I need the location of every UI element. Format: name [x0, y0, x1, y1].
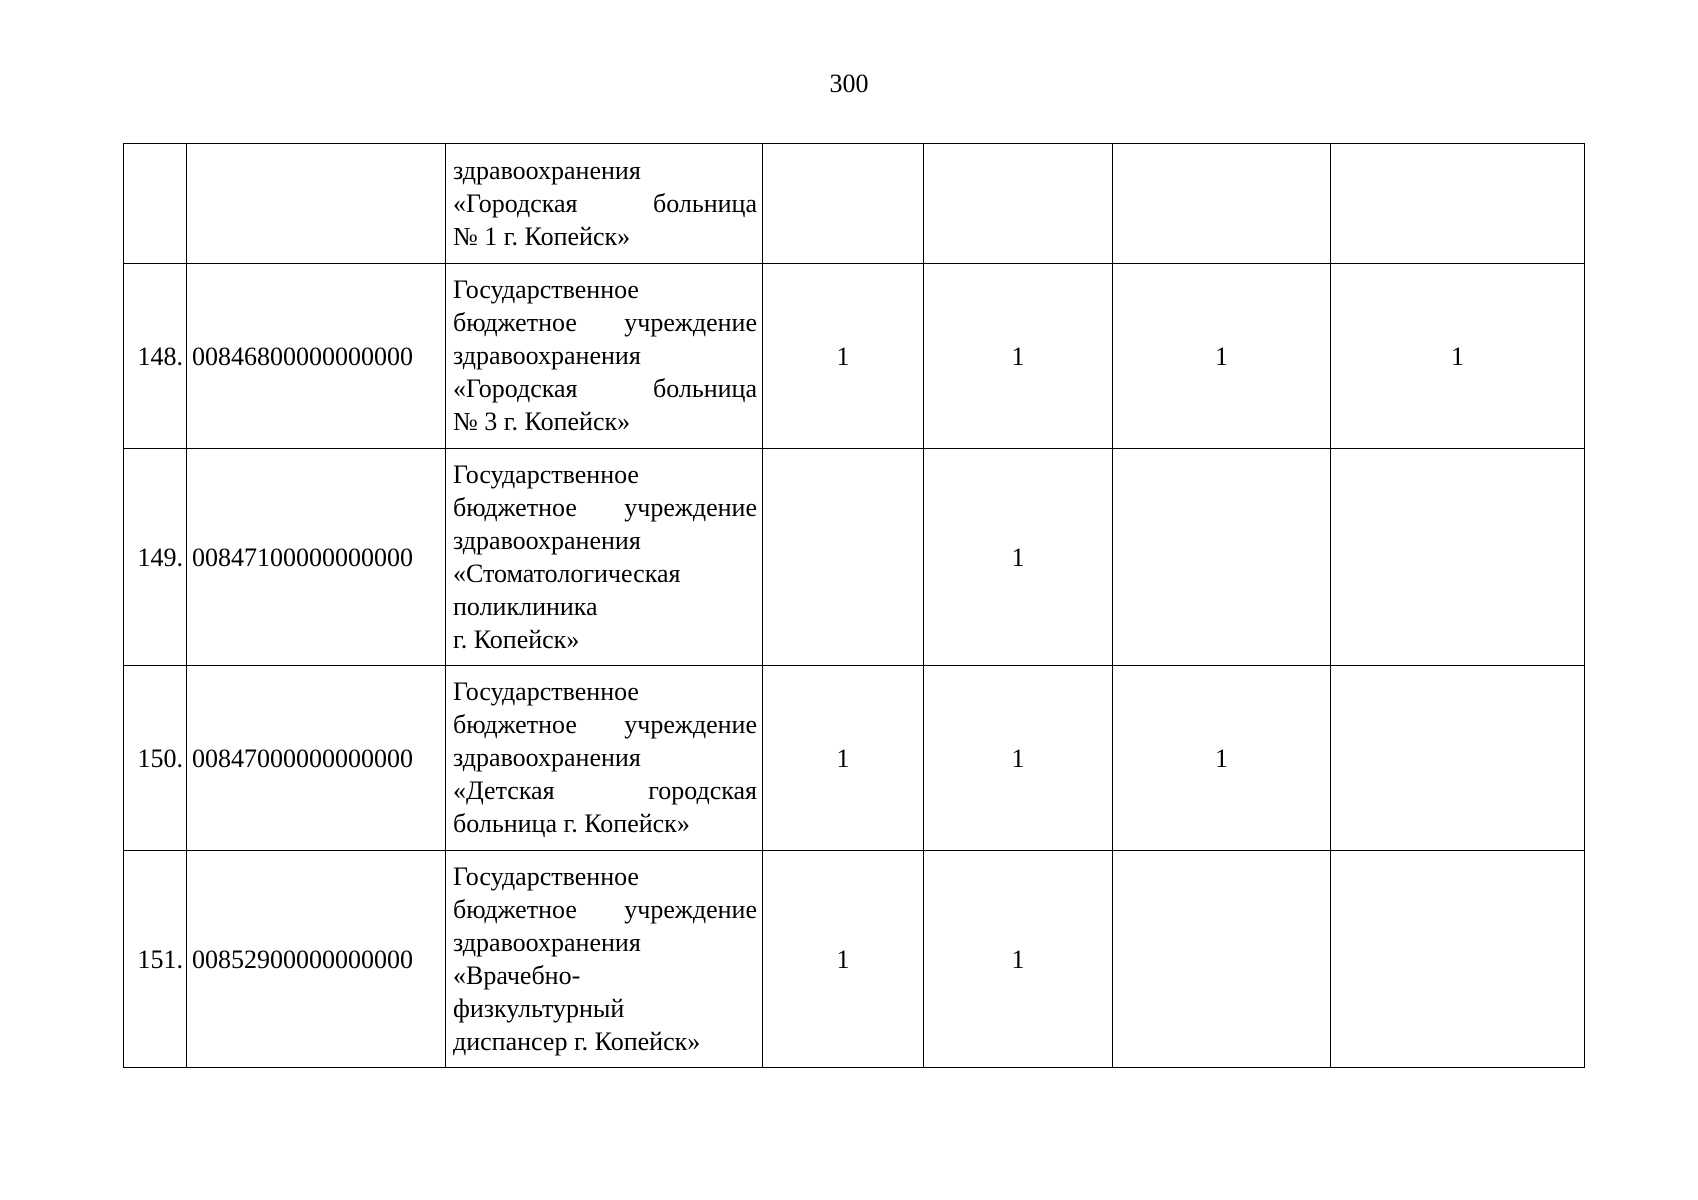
name-line: здравоохранения	[453, 743, 641, 772]
row-number: 149.	[124, 449, 187, 666]
name-line: «Городская больница	[453, 374, 757, 403]
table-row	[124, 851, 1585, 1068]
name-line: бюджетное учреждение	[453, 308, 757, 337]
row-number	[124, 144, 187, 264]
name-line: бюджетное учреждение	[453, 492, 757, 522]
value-cell-2: 1	[924, 666, 1113, 851]
institution-name	[446, 666, 763, 851]
institution-name	[446, 264, 763, 449]
registry-code: 00846800000000000	[187, 264, 446, 449]
name-line: Государственное	[453, 459, 639, 489]
value-cell-4	[1331, 144, 1585, 264]
value-cell-2: 1	[924, 449, 1113, 666]
name-line: «Городская больница	[453, 188, 757, 218]
value-cell-1: 1	[763, 264, 924, 449]
registry-code: 00847100000000000	[187, 449, 446, 666]
institution-name	[446, 449, 763, 666]
table-row	[124, 144, 1585, 264]
institution-name	[446, 144, 763, 264]
value-cell-3	[1113, 449, 1331, 666]
table-row	[124, 264, 1585, 449]
value-cell-3	[1113, 144, 1331, 264]
name-line: «Стоматологическая	[453, 558, 681, 588]
name-line: Государственное	[453, 275, 639, 304]
value-cell-2: 1	[924, 851, 1113, 1068]
name-line: г. Копейск»	[453, 624, 580, 654]
registry-code: 00847000000000000	[187, 666, 446, 851]
value-cell-4	[1331, 666, 1585, 851]
name-line: здравоохранения	[453, 927, 641, 957]
page-number: 300	[829, 69, 869, 98]
name-line: поликлиника	[453, 591, 598, 621]
value-cell-4	[1331, 851, 1585, 1068]
name-line: здравоохранения	[453, 155, 641, 185]
name-line: бюджетное учреждение	[453, 894, 757, 924]
value-cell-3	[1113, 851, 1331, 1068]
name-line: бюджетное учреждение	[453, 710, 757, 739]
name-line: здравоохранения	[453, 341, 641, 370]
name-line: № 3 г. Копейск»	[453, 407, 631, 436]
table-row	[124, 666, 1585, 851]
value-cell-2	[924, 144, 1113, 264]
name-line: диспансер г. Копейск»	[453, 1026, 701, 1056]
value-cell-1: 1	[763, 851, 924, 1068]
name-line: Государственное	[453, 677, 639, 706]
name-line: «Врачебно-	[453, 960, 581, 990]
value-cell-1: 1	[763, 666, 924, 851]
institution-name	[446, 851, 763, 1068]
name-line: физкультурный	[453, 993, 625, 1023]
row-number: 151.	[124, 851, 187, 1068]
value-cell-4	[1331, 449, 1585, 666]
name-line: «Детская городская	[453, 776, 757, 805]
registry-code: 00852900000000000	[187, 851, 446, 1068]
row-number: 148.	[124, 264, 187, 449]
row-number: 150.	[124, 666, 187, 851]
value-cell-1	[763, 144, 924, 264]
registry-code	[187, 144, 446, 264]
name-line: Государственное	[453, 861, 639, 891]
name-line: № 1 г. Копейск»	[453, 221, 631, 251]
table-row	[124, 449, 1585, 666]
value-cell-3: 1	[1113, 666, 1331, 851]
value-cell-1	[763, 449, 924, 666]
value-cell-2: 1	[924, 264, 1113, 449]
name-line: здравоохранения	[453, 525, 641, 555]
registry-table	[123, 143, 1585, 1068]
value-cell-3: 1	[1113, 264, 1331, 449]
value-cell-4: 1	[1331, 264, 1585, 449]
name-line: больница г. Копейск»	[453, 809, 690, 838]
